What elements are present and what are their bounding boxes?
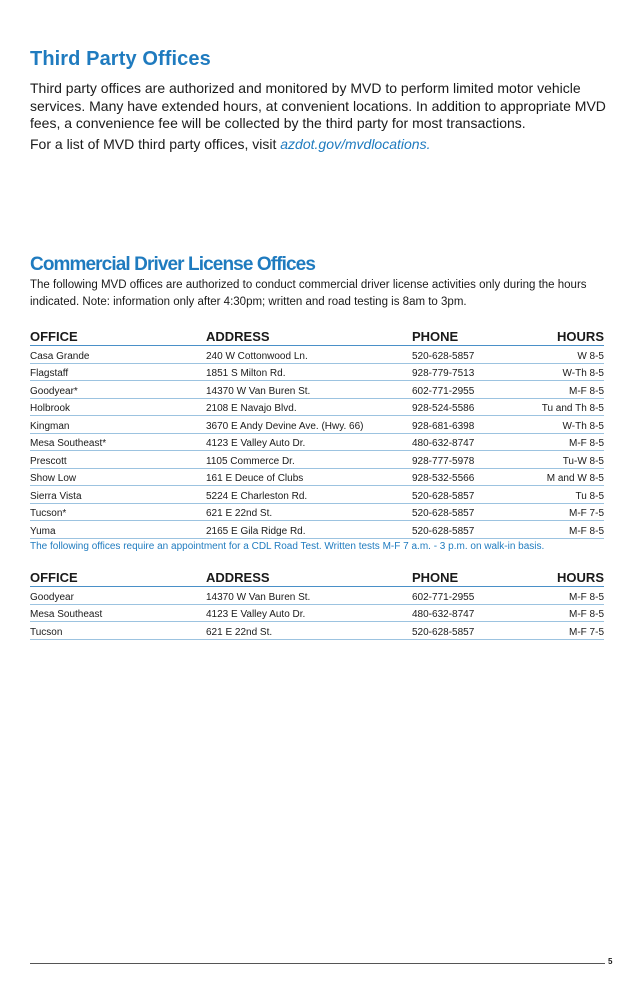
cell-office: Holbrook	[30, 403, 71, 414]
cell-address: 2165 E Gila Ridge Rd.	[206, 525, 306, 537]
cell-address: 14370 W Van Buren St.	[206, 385, 311, 397]
cell-address: 621 E 22nd St.	[206, 508, 273, 519]
header-phone: PHONE	[412, 329, 459, 344]
cell-address: 2108 E Navajo Blvd.	[206, 403, 297, 414]
cell-phone: 520-628-5857	[412, 525, 475, 537]
cell-hours: M and W 8-5	[546, 473, 604, 484]
header-hours: HOURS	[557, 570, 604, 585]
table-row	[30, 346, 604, 364]
cell-office: Prescott	[30, 455, 67, 467]
table-row	[30, 381, 604, 399]
cell-office: Goodyear	[30, 591, 74, 603]
cell-address: 1105 Commerce Dr.	[206, 455, 295, 467]
cell-phone: 520-628-5857	[412, 350, 475, 362]
cell-address: 1851 S Milton Rd.	[206, 368, 286, 379]
cell-office: Mesa Southeast*	[30, 438, 107, 449]
table-row	[30, 587, 604, 605]
table-row	[30, 622, 604, 640]
cell-office: Goodyear*	[30, 385, 78, 397]
header-office: OFFICE	[30, 570, 78, 585]
table-row	[30, 451, 604, 469]
cell-phone: 480-632-8747	[412, 609, 475, 620]
cell-phone: 928-779-7513	[412, 368, 475, 379]
page-number: 5	[608, 957, 613, 966]
cell-phone: 480-632-8747	[412, 438, 475, 449]
cell-phone: 520-628-5857	[412, 490, 475, 502]
third-party-title: Third Party Offices	[30, 48, 211, 70]
cell-hours: M-F 8-5	[569, 591, 604, 603]
table-row	[30, 605, 604, 623]
cell-office: Flagstaff	[30, 368, 69, 379]
cell-phone: 520-628-5857	[412, 508, 475, 519]
table-row	[30, 399, 604, 417]
header-hours: HOURS	[557, 329, 604, 344]
cell-hours: Tu 8-5	[575, 490, 604, 502]
cell-hours: Tu and Th 8-5	[541, 403, 604, 414]
table-row	[30, 504, 604, 522]
header-address: ADDRESS	[206, 570, 270, 585]
cdl-offices-table	[30, 327, 604, 539]
cell-phone: 928-681-6398	[412, 420, 475, 432]
cell-address: 3670 E Andy Devine Ave. (Hwy. 66)	[206, 420, 364, 432]
cell-phone: 928-777-5978	[412, 455, 475, 467]
cell-address: 5224 E Charleston Rd.	[206, 490, 308, 502]
third-party-link-line	[30, 136, 430, 153]
third-party-description: Third party offices are authorized and monitored by MVD to perform limited motor vehicle services. Many have extended hours, at convenient locations. In addition to appropriate MVD fees, a convenience fee will be collected by the third party for most transactions.	[30, 80, 606, 131]
cell-office: Tucson*	[30, 508, 67, 519]
cell-phone: 602-771-2955	[412, 385, 475, 397]
cell-address: 240 W Cottonwood Ln.	[206, 350, 308, 362]
cell-office: Tucson	[30, 626, 63, 638]
cdl-offices-title: Commercial Driver License Offices	[30, 254, 315, 275]
cell-hours: M-F 8-5	[569, 385, 604, 397]
cell-hours: W-Th 8-5	[562, 368, 604, 379]
cell-office: Casa Grande	[30, 350, 90, 362]
cell-office: Mesa Southeast	[30, 609, 103, 620]
cell-hours: Tu-W 8-5	[562, 455, 604, 467]
cell-address: 4123 E Valley Auto Dr.	[206, 438, 306, 449]
cell-address: 14370 W Van Buren St.	[206, 591, 311, 603]
cell-phone: 928-524-5586	[412, 403, 475, 414]
header-address: ADDRESS	[206, 329, 270, 344]
mvd-locations-link[interactable]: azdot.gov/mvdlocations.	[280, 136, 431, 152]
cell-office: Kingman	[30, 420, 70, 432]
cell-phone: 602-771-2955	[412, 591, 475, 603]
cell-address: 161 E Deuce of Clubs	[206, 473, 304, 484]
cell-hours: M-F 8-5	[569, 525, 604, 537]
cell-office: Yuma	[30, 525, 56, 537]
cell-hours: M-F 7-5	[569, 508, 604, 519]
cell-hours: W-Th 8-5	[562, 420, 604, 432]
cell-phone: 520-628-5857	[412, 626, 475, 638]
table-row	[30, 486, 604, 504]
table-row	[30, 434, 604, 452]
table-row	[30, 521, 604, 539]
appointment-note: The following offices require an appointment for a CDL Road Test. Written tests M-F 7 a.m. - 3 p.m. on walk-in basis.	[30, 541, 545, 552]
cell-hours: M-F 8-5	[569, 609, 604, 620]
table-row	[30, 469, 604, 487]
road-test-offices-table	[30, 568, 604, 640]
table-header	[30, 327, 604, 346]
table-row	[30, 416, 604, 434]
header-office: OFFICE	[30, 329, 78, 344]
cell-hours: M-F 8-5	[569, 438, 604, 449]
link-prefix: For a list of MVD third party offices, visit	[30, 136, 281, 152]
cell-office: Sierra Vista	[30, 490, 82, 502]
cell-hours: M-F 7-5	[569, 626, 604, 638]
table-row	[30, 364, 604, 382]
cell-address: 4123 E Valley Auto Dr.	[206, 609, 306, 620]
cell-office: Show Low	[30, 473, 77, 484]
cell-address: 621 E 22nd St.	[206, 626, 273, 638]
table-header	[30, 568, 604, 587]
cell-hours: W 8-5	[577, 350, 604, 362]
cell-phone: 928-532-5566	[412, 473, 475, 484]
footer-divider	[30, 963, 605, 964]
header-phone: PHONE	[412, 570, 459, 585]
cdl-description: The following MVD offices are authorized to conduct commercial driver license activities only during the hours indicated. Note: information only after 4:30pm; written and road testing is 8am to 3pm.	[30, 279, 587, 308]
